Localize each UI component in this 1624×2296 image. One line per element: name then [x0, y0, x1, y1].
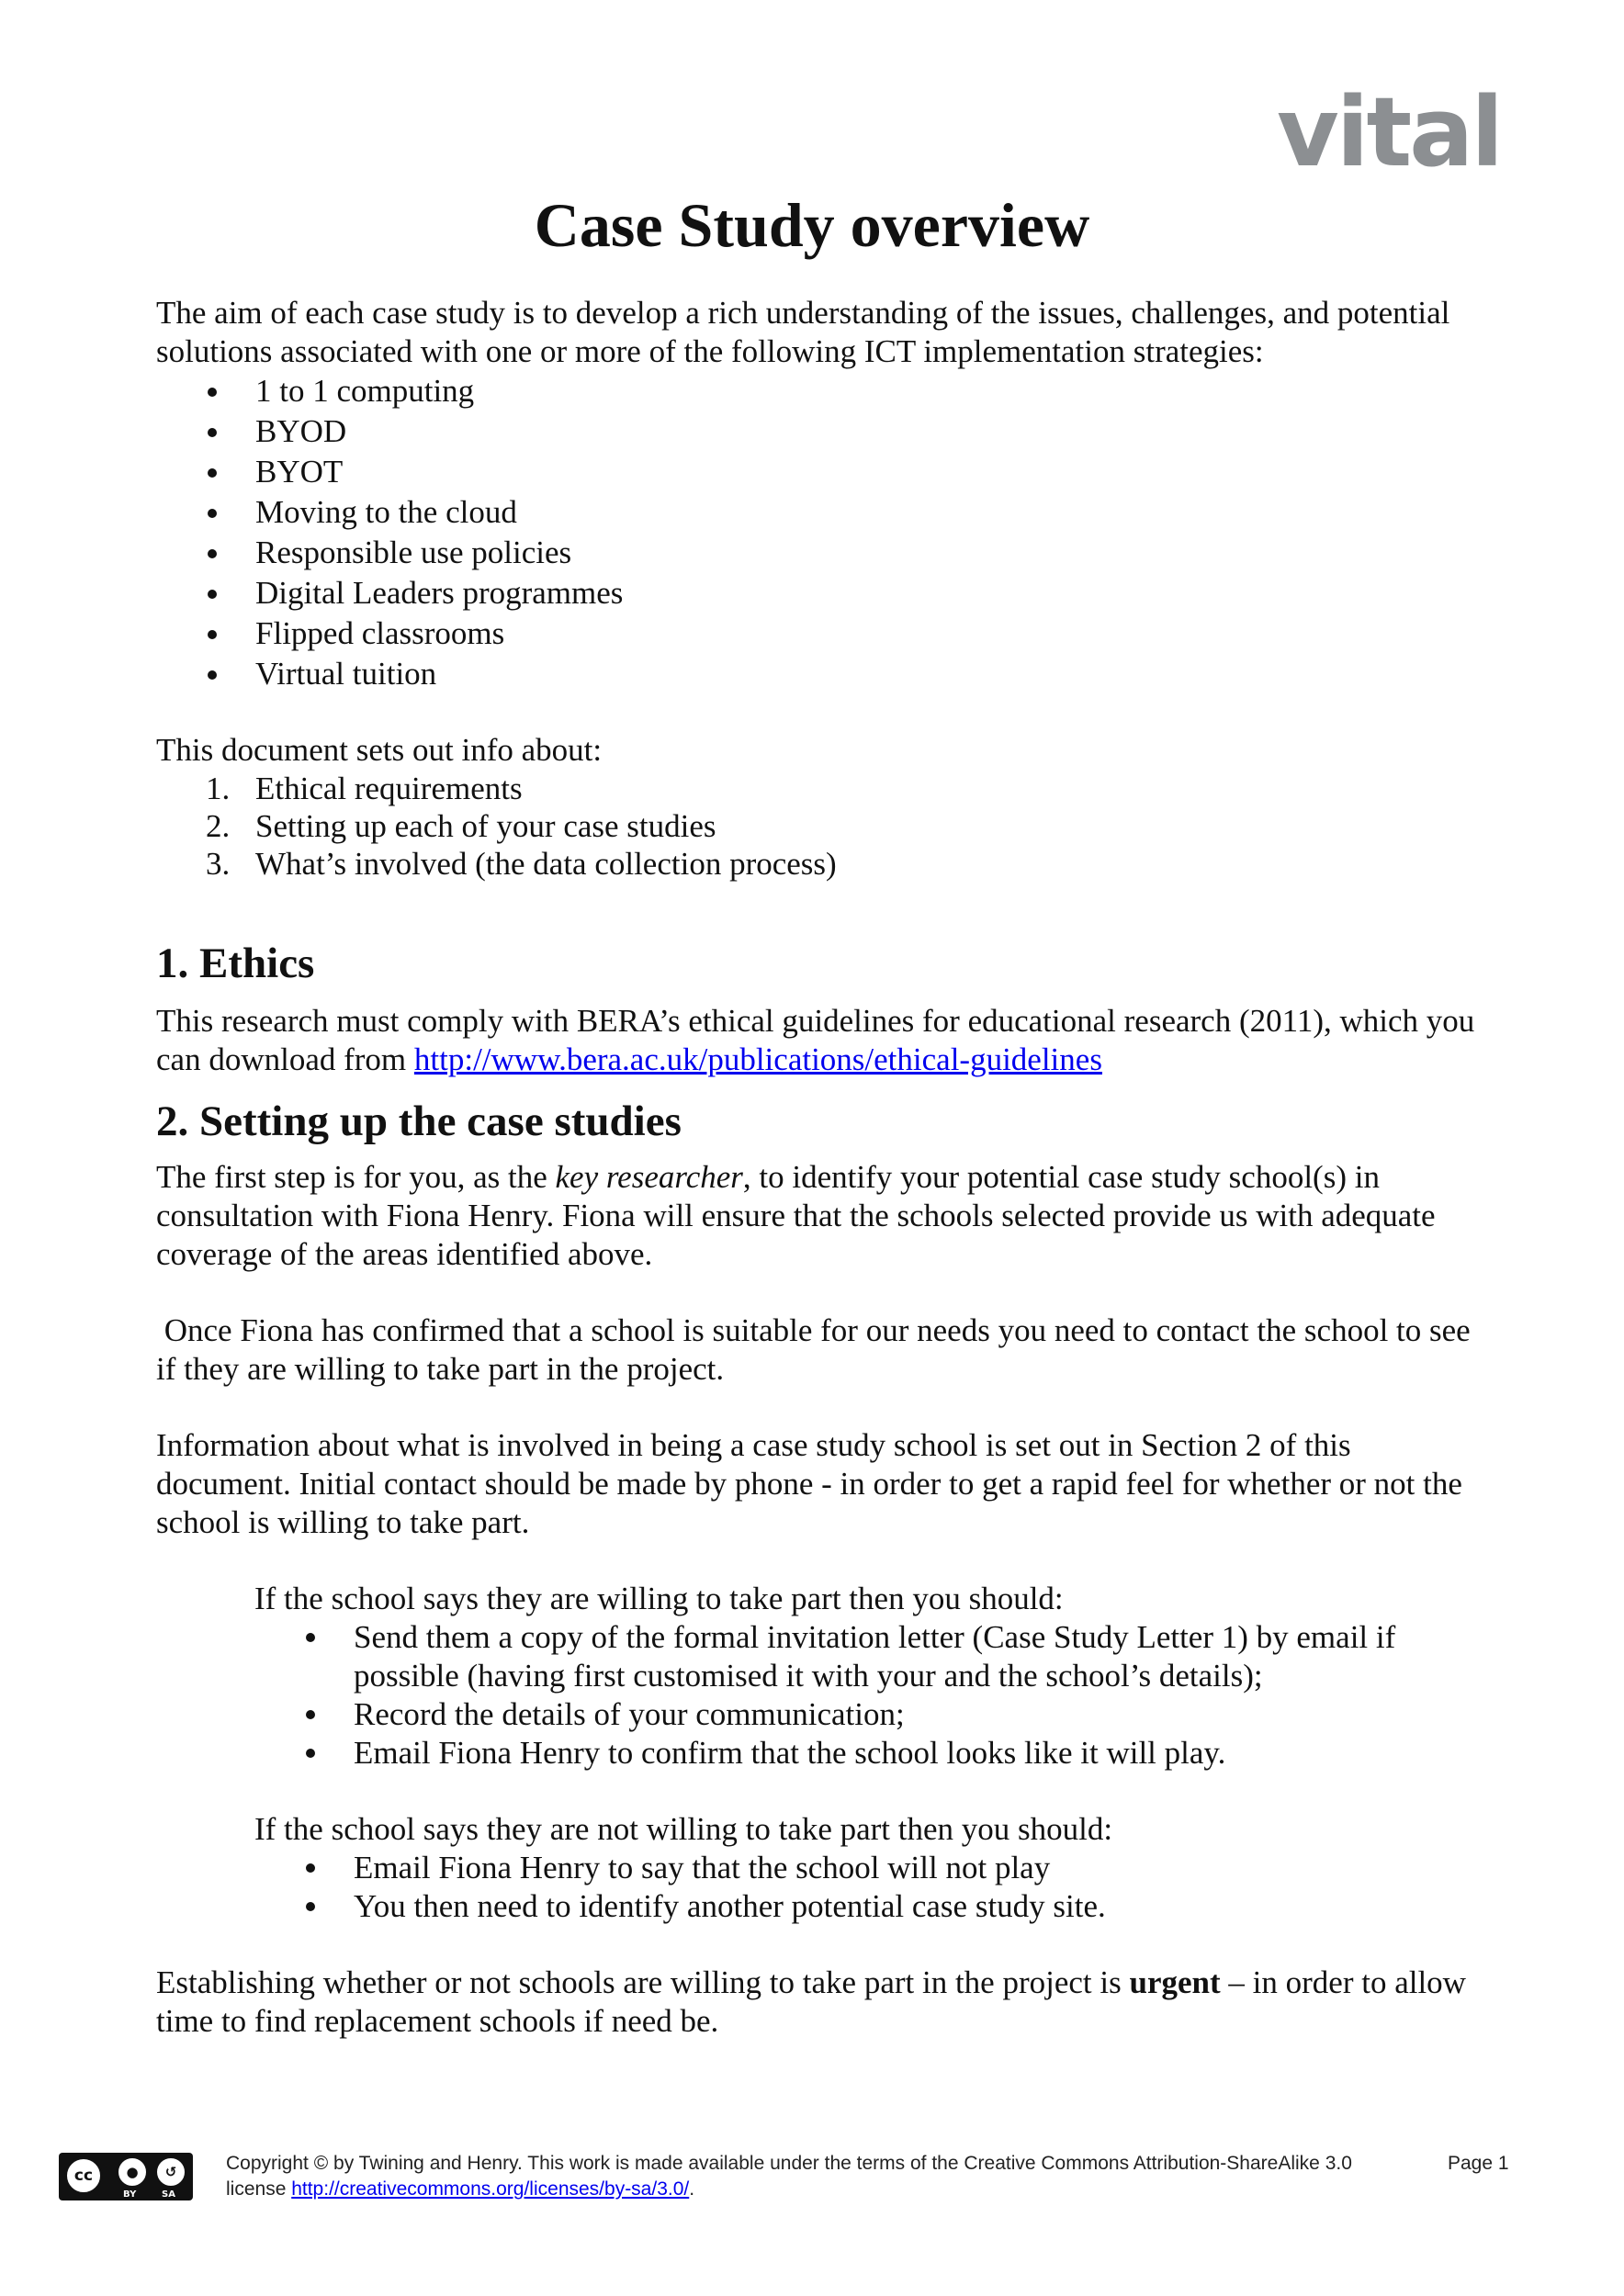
willing-block — [156, 1580, 1488, 1926]
list-item: You then need to identify another potential case study site. — [254, 1887, 1488, 1926]
list-item: Flipped classrooms — [156, 613, 1488, 654]
document-body — [156, 294, 1488, 2041]
ethics-heading: 1. Ethics — [156, 940, 315, 987]
willing-list — [254, 1618, 1488, 1773]
list-item: Record the details of your communication; — [254, 1695, 1488, 1734]
setup-heading: 2. Setting up the case studies — [156, 1097, 682, 1145]
bullet-icon — [208, 509, 217, 518]
bera-guidelines-link[interactable]: http://www.bera.ac.uk/publications/ethical-guidelines — [413, 1041, 1102, 1077]
attribution-icon: ● — [116, 2155, 149, 2189]
page-number: Page 1 — [1448, 2153, 1509, 2174]
cc-sa-label: SA — [162, 2189, 175, 2200]
contents-list — [156, 770, 1488, 883]
page-footer — [0, 2145, 1624, 2219]
setup-paragraph-2: Once Fiona has confirmed that a school is suitable for our needs you need to contact the school to see if they are willing to take part in the project. — [156, 1312, 1479, 1387]
setup-paragraph-3: Information about what is involved in being a case study school is set out in Section 2 of this document. Initial contact should be made by phone - in order to get a rapid feel for whether or not the school is willing to take part. — [156, 1427, 1462, 1540]
bullet-icon — [306, 1902, 315, 1911]
share-alike-icon: ↺ — [154, 2155, 187, 2189]
bullet-icon — [208, 630, 217, 639]
bullet-icon — [208, 590, 217, 599]
list-item: Email Fiona Henry to say that the school will not play — [254, 1849, 1488, 1887]
license-link[interactable]: http://creativecommons.org/licenses/by-sa/3.0/ — [291, 2178, 690, 2200]
bullet-icon — [306, 1749, 315, 1758]
vital-logo — [1277, 76, 1501, 188]
list-item: BYOT — [156, 452, 1488, 492]
bullet-icon — [306, 1633, 315, 1642]
list-item: 1 to 1 computing — [156, 371, 1488, 411]
list-item: 3. What’s involved (the data collection process) — [206, 846, 837, 882]
bullet-icon — [208, 549, 217, 558]
list-item: 2. Setting up each of your case studies — [206, 808, 716, 844]
cc-icon: cc — [64, 2156, 103, 2195]
list-item: Responsible use policies — [156, 533, 1488, 573]
bullet-icon — [208, 388, 217, 397]
list-item: Email Fiona Henry to confirm that the school looks like it will play. — [254, 1734, 1488, 1773]
bullet-icon — [208, 670, 217, 680]
setup-paragraph-1: The first step is for you, as the key researcher, to identify your potential case study school(s) in consultation with Fiona Henry. Fiona will ensure that the schools selected provide us with adequate coverage of the areas identified above. — [156, 1159, 1436, 1272]
contents-lead: This document sets out info about: — [156, 732, 603, 768]
list-item: Digital Leaders programmes — [156, 573, 1488, 613]
not-willing-list — [254, 1849, 1488, 1926]
bullet-icon — [208, 428, 217, 437]
not-willing-lead: If the school says they are not willing to take part then you should: — [254, 1811, 1113, 1847]
list-item: BYOD — [156, 411, 1488, 452]
strategies-list — [156, 371, 1488, 694]
bullet-icon — [208, 468, 217, 478]
bullet-icon — [306, 1863, 315, 1873]
intro-paragraph: The aim of each case study is to develop a rich understanding of the issues, challenges, and potential solutions associated with one or more of the following ICT implementation strategies: — [156, 295, 1450, 369]
urgency-paragraph: Establishing whether or not schools are willing to take part in the project is urgent – in order to allow time to find replacement schools if need be. — [156, 1964, 1466, 2039]
bullet-icon — [306, 1710, 315, 1719]
list-item: Send them a copy of the formal invitation letter (Case Study Letter 1) by email if possible (having first customised it with your and the school’s details); — [254, 1618, 1488, 1695]
list-item: Virtual tuition — [156, 654, 1488, 694]
list-item: Moving to the cloud — [156, 492, 1488, 533]
creative-commons-badge-icon — [59, 2153, 193, 2200]
page-title: Case Study overview — [534, 190, 1090, 260]
ethics-paragraph: This research must comply with BERA’s ethical guidelines for educational research (2011), which you can download from http://www.bera.ac.uk/publications/ethical-guidelines — [156, 1003, 1475, 1077]
cc-by-label: BY — [123, 2189, 137, 2200]
logo-text: vital — [1277, 76, 1501, 188]
willing-lead: If the school says they are willing to take part then you should: — [254, 1581, 1064, 1616]
list-item: 1. Ethical requirements — [206, 771, 523, 806]
copyright-notice: Copyright © by Twining and Henry. This work is made available under the terms of the Creative Commons Attribution-ShareAlike 3.0 license http://creativecommons.org/licenses/by-sa/3.0/. — [226, 2153, 1352, 2200]
